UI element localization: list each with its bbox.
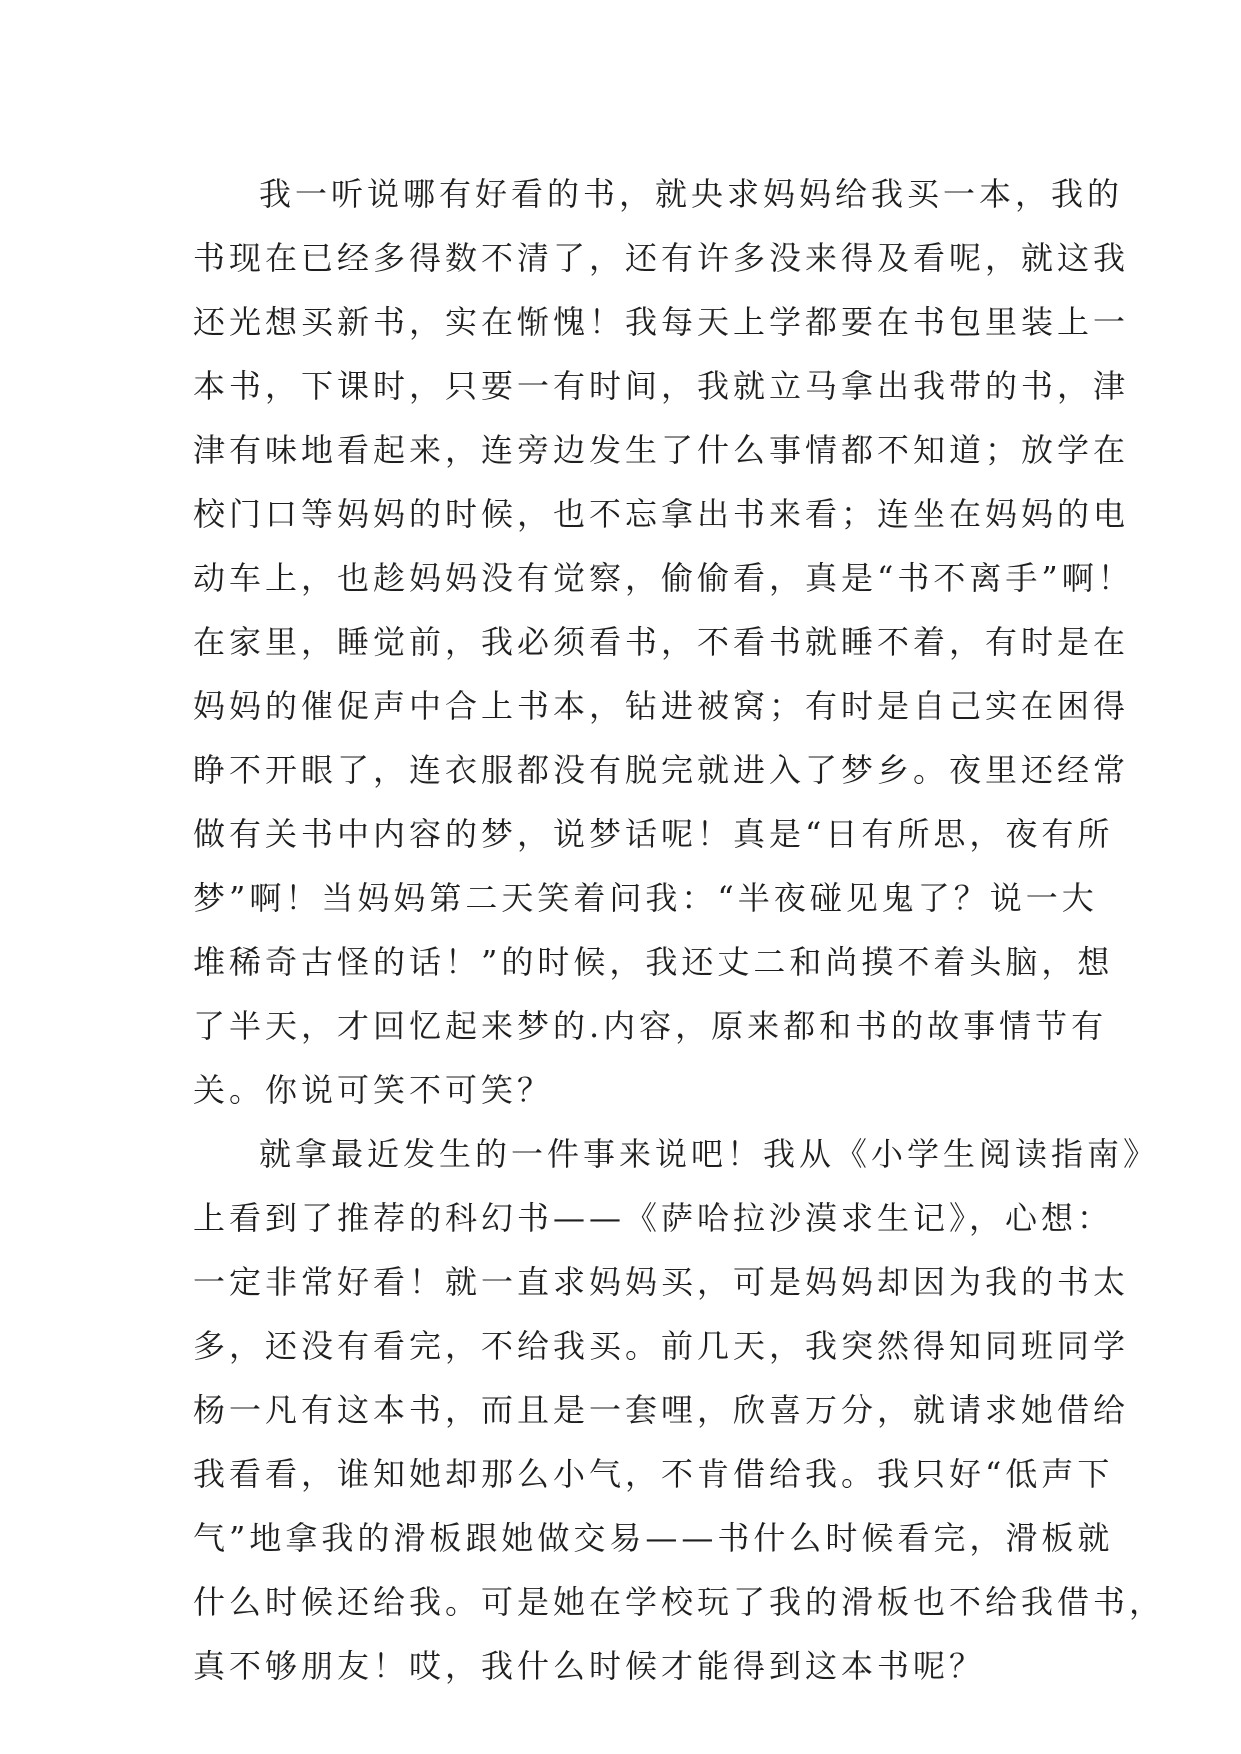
text-line: 了半天，才回忆起来梦的.内容，原来都和书的故事情节有 (193, 1007, 1108, 1045)
text-line: 做有关书中内容的梦，说梦话呢！真是“日有所思，夜有所 (193, 815, 1114, 853)
text-line: 杨一凡有这本书，而且是一套哩，欣喜万分，就请求她借给 (193, 1391, 1130, 1429)
text-line: 多，还没有看完，不给我买。前几天，我突然得知同班同学 (193, 1327, 1130, 1365)
text-line: 上看到了推荐的科幻书——《萨哈拉沙漠求生记》，心想： (193, 1199, 1114, 1237)
text-line: 我一听说哪有好看的书，就央求妈妈给我买一本，我的 (259, 175, 1124, 213)
text-line: 睁不开眼了，连衣服都没有脱完就进入了梦乡。夜里还经常 (193, 751, 1130, 789)
text-line: 在家里，睡觉前，我必须看书，不看书就睡不着，有时是在 (193, 623, 1130, 661)
text-line: 动车上，也趁妈妈没有觉察，偷偷看，真是“书不离手”啊！ (193, 559, 1134, 597)
text-line: 真不够朋友！哎，我什么时候才能得到这本书呢？ (193, 1647, 986, 1685)
text-line: 堆稀奇古怪的话！”的时候，我还丈二和尚摸不着头脑，想 (193, 943, 1114, 981)
text-line: 校门口等妈妈的时候，也不忘拿出书来看；连坐在妈妈的电 (193, 495, 1130, 533)
text-line: 梦”啊！当妈妈第二天笑着问我：“半夜碰见鬼了？说一大 (193, 879, 1098, 917)
text-line: 什么时候还给我。可是她在学校玩了我的滑板也不给我借书， (193, 1583, 1166, 1621)
text-line: 我看看，谁知她却那么小气，不肯借给我。我只好“低声下 (193, 1455, 1114, 1493)
paragraph-1 (193, 162, 1134, 1122)
text-line: 本书，下课时，只要一有时间，我就立马拿出我带的书，津 (193, 367, 1130, 405)
paragraph-2 (193, 1122, 1166, 1698)
text-line: 书现在已经多得数不清了，还有许多没来得及看呢，就这我 (193, 239, 1130, 277)
body-text (193, 162, 1166, 1698)
text-line: 妈妈的催促声中合上书本，钻进被窝；有时是自己实在困得 (193, 687, 1130, 725)
text-line: 关。你说可笑不可笑？ (193, 1071, 554, 1109)
text-line: 气”地拿我的滑板跟她做交易——书什么时候看完，滑板就 (193, 1519, 1114, 1557)
text-line: 还光想买新书，实在惭愧！我每天上学都要在书包里装上一 (193, 303, 1130, 341)
text-line: 就拿最近发生的一件事来说吧！我从《小学生阅读指南》 (259, 1135, 1160, 1173)
text-line: 一定非常好看！就一直求妈妈买，可是妈妈却因为我的书太 (193, 1263, 1130, 1301)
text-line: 津有味地看起来，连旁边发生了什么事情都不知道；放学在 (193, 431, 1130, 469)
